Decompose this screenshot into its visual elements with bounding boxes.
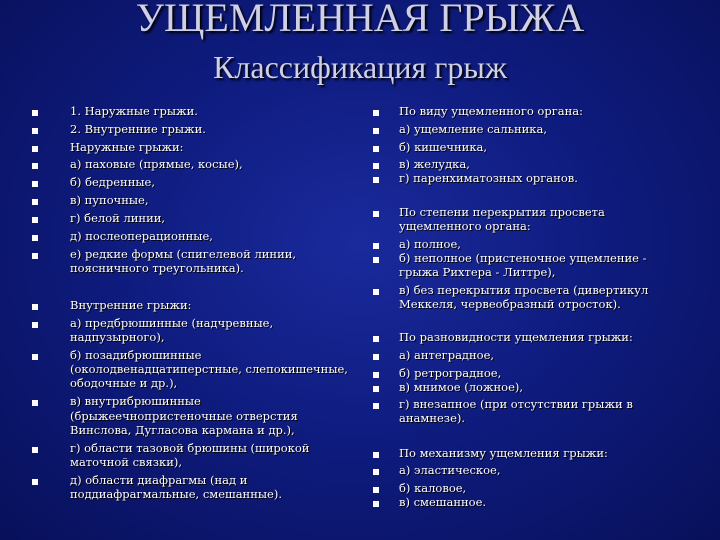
bullet-icon xyxy=(32,199,38,205)
bullet-icon xyxy=(32,146,38,152)
list-item-text: в) внутрибрюшинные xyxy=(70,394,201,408)
bullet-icon xyxy=(32,235,38,241)
list-item-text: По виду ущемленного органа: xyxy=(399,104,583,118)
list-item-text: а) антеградное, xyxy=(399,348,495,362)
list-item-text: г) паренхиматозных органов. xyxy=(399,171,578,185)
list-item-text: Наружные грыжи: xyxy=(70,140,184,154)
bullet-icon xyxy=(32,253,38,259)
bullet-icon xyxy=(373,403,379,409)
list-item-text: г) области тазовой брюшины (широкой xyxy=(70,441,310,455)
bullet-icon xyxy=(373,146,379,152)
bullet-icon xyxy=(32,322,38,328)
list-item-text: (брыжеечнопристеночные отверстия xyxy=(70,409,298,423)
list-item-text: Меккеля, червеобразный отросток). xyxy=(399,297,621,311)
list-item-text: б) ретроградное, xyxy=(399,366,502,380)
bullet-icon xyxy=(373,501,379,507)
list-item-text: анамнезе). xyxy=(399,411,466,425)
bullet-icon xyxy=(373,128,379,134)
list-item-text: надпузырного), xyxy=(70,330,165,344)
list-item-text: Внутренние грыжи: xyxy=(70,298,192,312)
bullet-icon xyxy=(32,479,38,485)
list-item-text: ущемленного органа: xyxy=(399,219,531,233)
bullet-icon xyxy=(373,354,379,360)
title-sub: Классификация грыж xyxy=(213,49,507,85)
bullet-icon xyxy=(32,110,38,116)
bullet-icon xyxy=(373,469,379,475)
list-item-text: б) кишечника, xyxy=(399,140,488,154)
list-item-text: в) смешанное. xyxy=(399,495,487,509)
title-main: УЩЕМЛЕННАЯ ГРЫЖА xyxy=(135,0,585,40)
bullet-icon xyxy=(32,447,38,453)
list-item-text: По разновидности ущемления грыжи: xyxy=(399,330,633,344)
bullet-icon xyxy=(373,386,379,392)
bullet-icon xyxy=(373,487,379,493)
list-item-text: в) без перекрытия просвета (дивертикул xyxy=(399,283,649,297)
list-item-text: е) редкие формы (спигелевой линии, xyxy=(70,247,297,261)
bullet-icon xyxy=(32,217,38,223)
list-item-text: 2. Внутренние грыжи. xyxy=(70,122,206,136)
bullet-icon xyxy=(373,372,379,378)
bullet-icon xyxy=(373,336,379,342)
list-item-text: 1. Наружные грыжи. xyxy=(70,104,198,118)
bullet-icon xyxy=(373,289,379,295)
list-item-text: в) пупочные, xyxy=(70,193,149,207)
bullet-icon xyxy=(373,163,379,169)
list-item-text: а) эластическое, xyxy=(399,463,501,477)
list-item-text: а) ущемление сальника, xyxy=(399,122,548,136)
list-item-text: д) области диафрагмы (над и xyxy=(70,473,248,487)
list-item-text: маточной связки), xyxy=(70,455,183,469)
list-item-text: б) позадибрюшинные xyxy=(70,348,202,362)
bullet-icon xyxy=(32,304,38,310)
bullet-icon xyxy=(32,163,38,169)
list-item-text: г) белой линии, xyxy=(70,211,166,225)
bullet-icon xyxy=(373,257,379,263)
list-item-text: По механизму ущемления грыжи: xyxy=(399,446,608,460)
list-item-text: поддиафрагмальные, смешанные). xyxy=(70,487,282,501)
bullet-icon xyxy=(373,243,379,249)
list-item-text: д) послеоперационные, xyxy=(70,229,213,243)
bullet-icon xyxy=(32,128,38,134)
list-item-text: ободочные и др.), xyxy=(70,376,178,390)
list-item-text: а) предбрюшинные (надчревные, xyxy=(70,316,274,330)
list-item-text: б) неполное (пристеночное ущемление - xyxy=(399,251,647,265)
bullet-icon xyxy=(373,177,379,183)
list-item-text: По степени перекрытия просвета xyxy=(399,205,605,219)
list-item-text: г) внезапное (при отсутствии грыжи в xyxy=(399,397,633,411)
list-item-text: Винслова, Дугласова кармана и др.), xyxy=(70,423,295,437)
bullet-icon xyxy=(32,181,38,187)
bullet-icon xyxy=(32,354,38,360)
list-item-text: а) паховые (прямые, косые), xyxy=(70,157,243,171)
list-item-text: грыжа Рихтера - Литтре), xyxy=(399,265,556,279)
bullet-icon xyxy=(32,400,38,406)
list-item-text: б) бедренные, xyxy=(70,175,155,189)
list-item-text: поясничного треугольника). xyxy=(70,261,244,275)
list-item-text: б) каловое, xyxy=(399,481,467,495)
bullet-icon xyxy=(373,211,379,217)
list-item-text: (околодвенадцатиперстные, слепокишечные, xyxy=(70,362,348,376)
list-item-text: в) желудка, xyxy=(399,157,470,171)
bullet-icon xyxy=(373,452,379,458)
bullet-icon xyxy=(373,110,379,116)
list-item-text: в) мнимое (ложное), xyxy=(399,380,524,394)
list-item-text: а) полное, xyxy=(399,237,461,251)
